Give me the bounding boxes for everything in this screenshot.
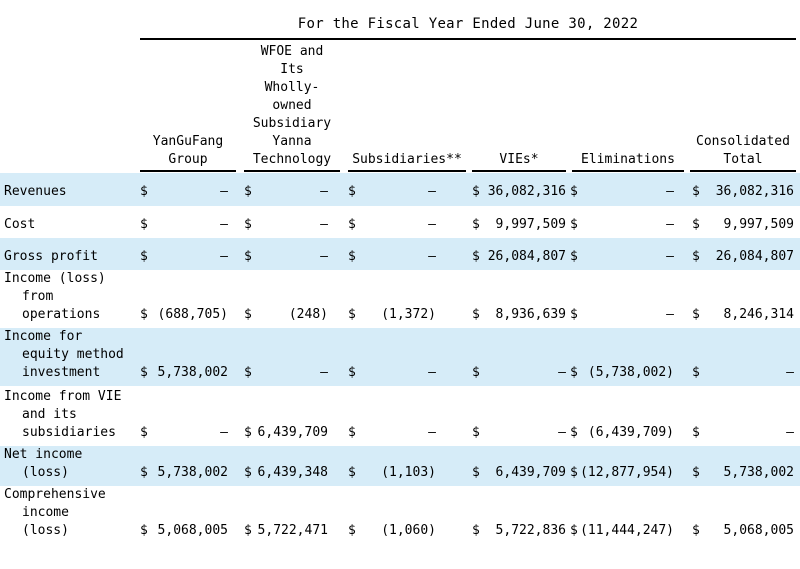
- currency-symbol: $: [472, 217, 480, 232]
- row-label: [4, 270, 134, 324]
- cell-vies: [472, 216, 566, 234]
- cell-subsidiaries: [348, 216, 436, 234]
- col-header-line: Its: [280, 62, 304, 77]
- cell-yangufang: [140, 522, 228, 540]
- cell-value: 8,246,314: [723, 307, 794, 322]
- cell-value: —: [558, 365, 566, 380]
- currency-symbol: $: [244, 307, 252, 322]
- cell-value: 5,738,002: [723, 465, 794, 480]
- cell-value: (6,439,709): [587, 425, 674, 440]
- row-label: [4, 486, 134, 540]
- cell-value: —: [320, 249, 328, 264]
- currency-symbol: $: [140, 365, 148, 380]
- cell-value: —: [666, 217, 674, 232]
- cell-consolidated: [692, 424, 794, 442]
- cell-vies: [472, 464, 566, 482]
- cell-value: 36,082,316: [715, 184, 794, 199]
- cell-vies: [472, 424, 566, 442]
- cell-value: —: [320, 217, 328, 232]
- cell-value: (248): [288, 307, 328, 322]
- row-label: [4, 388, 134, 442]
- cell-wfoe: [244, 522, 328, 540]
- cell-value: (1,103): [381, 465, 436, 480]
- cell-value: —: [428, 425, 436, 440]
- cell-wfoe: [244, 248, 328, 266]
- cell-value: —: [428, 365, 436, 380]
- row-label-line: income: [22, 505, 69, 520]
- row-label: [4, 328, 134, 382]
- table-row: [0, 486, 800, 546]
- row-label-line: Comprehensive: [4, 487, 106, 502]
- cell-subsidiaries: [348, 364, 436, 382]
- cell-value: 8,936,639: [495, 307, 566, 322]
- currency-symbol: $: [244, 425, 252, 440]
- cell-yangufang: [140, 364, 228, 382]
- currency-symbol: $: [570, 425, 578, 440]
- col-header-line: Subsidiaries**: [352, 152, 462, 167]
- cell-eliminations: [570, 522, 674, 540]
- cell-value: —: [220, 425, 228, 440]
- row-label-line: Cost: [4, 217, 36, 232]
- table-row: [0, 238, 800, 270]
- col-header-rule: [244, 170, 340, 172]
- currency-symbol: $: [348, 249, 356, 264]
- cell-value: —: [666, 307, 674, 322]
- table-row: [0, 173, 800, 206]
- col-header-consolidated: [690, 40, 796, 169]
- row-label-line: (loss): [22, 523, 69, 538]
- cell-value: 5,738,002: [157, 465, 228, 480]
- currency-symbol: $: [140, 307, 148, 322]
- cell-value: —: [666, 249, 674, 264]
- currency-symbol: $: [244, 365, 252, 380]
- cell-yangufang: [140, 424, 228, 442]
- currency-symbol: $: [692, 365, 700, 380]
- currency-symbol: $: [348, 425, 356, 440]
- currency-symbol: $: [472, 249, 480, 264]
- cell-value: 6,439,709: [495, 465, 566, 480]
- row-label: [4, 216, 134, 234]
- cell-eliminations: [570, 216, 674, 234]
- table-row: [0, 328, 800, 386]
- currency-symbol: $: [472, 307, 480, 322]
- cell-consolidated: [692, 183, 794, 201]
- cell-subsidiaries: [348, 306, 436, 324]
- cell-value: 5,722,836: [495, 523, 566, 538]
- col-header-line: VIEs*: [499, 152, 539, 167]
- col-header-line: WFOE and: [260, 44, 324, 59]
- row-label-line: equity method: [22, 347, 124, 362]
- row-label: [4, 183, 134, 201]
- currency-symbol: $: [692, 217, 700, 232]
- cell-value: —: [320, 184, 328, 199]
- currency-symbol: $: [140, 217, 148, 232]
- cell-consolidated: [692, 522, 794, 540]
- cell-value: —: [666, 184, 674, 199]
- currency-symbol: $: [244, 523, 252, 538]
- cell-value: —: [220, 184, 228, 199]
- cell-wfoe: [244, 424, 328, 442]
- cell-value: (11,444,247): [580, 523, 674, 538]
- cell-vies: [472, 306, 566, 324]
- currency-symbol: $: [348, 184, 356, 199]
- col-header-line: Consolidated: [696, 134, 790, 149]
- row-label: [4, 248, 134, 266]
- cell-subsidiaries: [348, 183, 436, 201]
- cell-value: 5,068,005: [157, 523, 228, 538]
- cell-vies: [472, 183, 566, 201]
- cell-consolidated: [692, 216, 794, 234]
- row-label-line: from: [22, 289, 54, 304]
- cell-consolidated: [692, 306, 794, 324]
- cell-vies: [472, 364, 566, 382]
- row-label-line: and its: [22, 407, 77, 422]
- currency-symbol: $: [140, 249, 148, 264]
- cell-value: —: [428, 184, 436, 199]
- cell-eliminations: [570, 183, 674, 201]
- currency-symbol: $: [692, 184, 700, 199]
- currency-symbol: $: [692, 307, 700, 322]
- currency-symbol: $: [140, 184, 148, 199]
- currency-symbol: $: [244, 184, 252, 199]
- cell-value: (5,738,002): [587, 365, 674, 380]
- cell-value: —: [428, 217, 436, 232]
- currency-symbol: $: [570, 307, 578, 322]
- cell-value: 26,084,807: [487, 249, 566, 264]
- currency-symbol: $: [472, 425, 480, 440]
- cell-value: 5,722,471: [257, 523, 328, 538]
- currency-symbol: $: [570, 365, 578, 380]
- cell-wfoe: [244, 364, 328, 382]
- cell-value: 6,439,709: [257, 425, 328, 440]
- currency-symbol: $: [140, 465, 148, 480]
- col-header-line: Eliminations: [581, 152, 675, 167]
- cell-value: 5,068,005: [723, 523, 794, 538]
- cell-consolidated: [692, 248, 794, 266]
- cell-value: —: [786, 425, 794, 440]
- currency-symbol: $: [692, 523, 700, 538]
- col-header-wfoe: [244, 40, 340, 169]
- cell-subsidiaries: [348, 522, 436, 540]
- table-row: [0, 386, 800, 446]
- currency-symbol: $: [348, 307, 356, 322]
- currency-symbol: $: [570, 217, 578, 232]
- col-header-line: Subsidiary: [252, 116, 332, 131]
- cell-wfoe: [244, 306, 328, 324]
- table-row: [0, 206, 800, 238]
- table-title: For the Fiscal Year Ended June 30, 2022: [297, 16, 639, 32]
- cell-value: —: [558, 425, 566, 440]
- currency-symbol: $: [692, 465, 700, 480]
- currency-symbol: $: [244, 217, 252, 232]
- cell-vies: [472, 522, 566, 540]
- row-label-line: Gross profit: [4, 249, 98, 264]
- currency-symbol: $: [570, 184, 578, 199]
- col-header-line: Wholly-: [264, 80, 320, 95]
- cell-value: 36,082,316: [487, 184, 566, 199]
- cell-subsidiaries: [348, 464, 436, 482]
- currency-symbol: $: [140, 523, 148, 538]
- cell-value: —: [220, 217, 228, 232]
- cell-consolidated: [692, 364, 794, 382]
- row-label-line: Net income: [4, 447, 83, 462]
- col-header-subsidiaries: [348, 40, 466, 169]
- col-header-rule: [690, 170, 796, 172]
- cell-eliminations: [570, 248, 674, 266]
- cell-yangufang: [140, 248, 228, 266]
- col-header-line: Technology: [252, 152, 332, 167]
- col-header-yangufang: [140, 40, 236, 169]
- currency-symbol: $: [244, 249, 252, 264]
- col-header-rule: [572, 170, 684, 172]
- cell-eliminations: [570, 306, 674, 324]
- currency-symbol: $: [140, 425, 148, 440]
- currency-symbol: $: [348, 365, 356, 380]
- row-label-line: Income for: [4, 329, 83, 344]
- cell-eliminations: [570, 364, 674, 382]
- table-row: [0, 270, 800, 328]
- col-header-line: owned: [272, 98, 312, 113]
- col-header-eliminations: [572, 40, 684, 169]
- cell-eliminations: [570, 424, 674, 442]
- cell-yangufang: [140, 306, 228, 324]
- cell-value: 26,084,807: [715, 249, 794, 264]
- currency-symbol: $: [692, 425, 700, 440]
- cell-value: —: [320, 365, 328, 380]
- currency-symbol: $: [570, 249, 578, 264]
- cell-consolidated: [692, 464, 794, 482]
- currency-symbol: $: [244, 465, 252, 480]
- currency-symbol: $: [692, 249, 700, 264]
- cell-subsidiaries: [348, 424, 436, 442]
- cell-wfoe: [244, 183, 328, 201]
- col-header-rule: [348, 170, 466, 172]
- row-label-line: Income from VIE: [4, 389, 122, 404]
- col-header-line: YanGuFang: [152, 134, 224, 149]
- col-header-line: Yanna: [272, 134, 312, 149]
- col-header-vies: [472, 40, 566, 169]
- cell-yangufang: [140, 464, 228, 482]
- cell-value: (1,372): [381, 307, 436, 322]
- col-header-rule: [140, 170, 236, 172]
- currency-symbol: $: [570, 465, 578, 480]
- cell-value: (1,060): [381, 523, 436, 538]
- currency-symbol: $: [348, 523, 356, 538]
- currency-symbol: $: [348, 217, 356, 232]
- cell-yangufang: [140, 183, 228, 201]
- cell-value: —: [428, 249, 436, 264]
- row-label-line: Revenues: [4, 184, 67, 199]
- cell-value: (12,877,954): [580, 465, 674, 480]
- currency-symbol: $: [472, 523, 480, 538]
- row-label-line: (loss): [22, 465, 69, 480]
- cell-eliminations: [570, 464, 674, 482]
- cell-wfoe: [244, 464, 328, 482]
- table-row: [0, 446, 800, 486]
- cell-value: 9,997,509: [723, 217, 794, 232]
- cell-value: 5,738,002: [157, 365, 228, 380]
- cell-value: —: [786, 365, 794, 380]
- cell-value: (688,705): [157, 307, 228, 322]
- cell-value: 9,997,509: [495, 217, 566, 232]
- cell-value: 6,439,348: [257, 465, 328, 480]
- cell-wfoe: [244, 216, 328, 234]
- cell-value: —: [220, 249, 228, 264]
- row-label-line: investment: [22, 365, 101, 380]
- currency-symbol: $: [472, 184, 480, 199]
- row-label-line: Income (loss): [4, 271, 106, 286]
- cell-yangufang: [140, 216, 228, 234]
- currency-symbol: $: [348, 465, 356, 480]
- row-label-line: operations: [22, 307, 101, 322]
- col-header-rule: [472, 170, 566, 172]
- cell-vies: [472, 248, 566, 266]
- currency-symbol: $: [570, 523, 578, 538]
- row-label: [4, 446, 134, 482]
- currency-symbol: $: [472, 465, 480, 480]
- col-header-line: Total: [723, 152, 763, 167]
- currency-symbol: $: [472, 365, 480, 380]
- row-label-line: subsidiaries: [22, 425, 116, 440]
- cell-subsidiaries: [348, 248, 436, 266]
- col-header-line: Group: [168, 152, 208, 167]
